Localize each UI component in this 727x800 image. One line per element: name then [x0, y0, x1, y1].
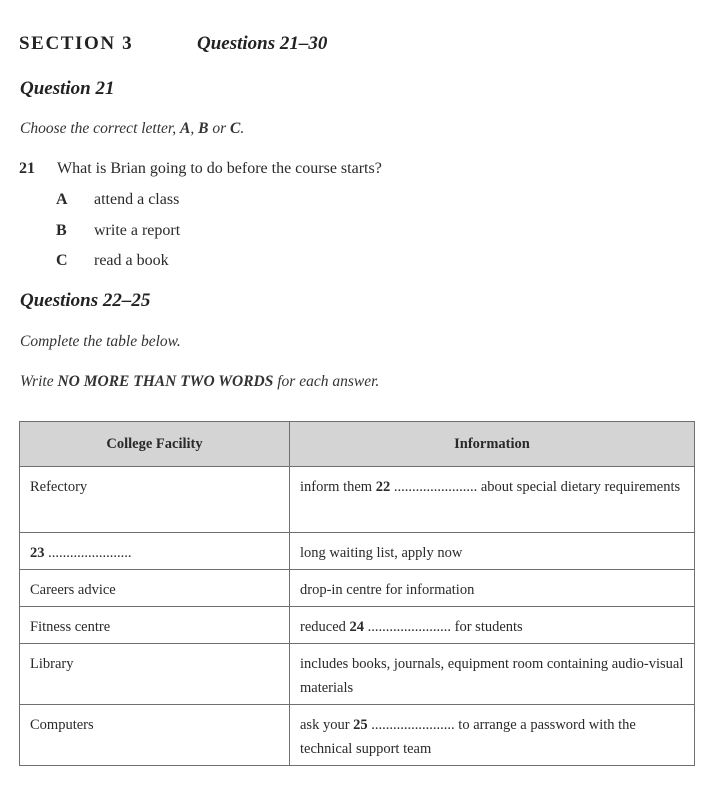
facility-cell [20, 533, 290, 570]
info-cell [290, 705, 695, 766]
table-row [20, 644, 695, 705]
section-question-range: Questions 21–30 [197, 33, 328, 54]
instruction-text: Choose the correct letter, [20, 120, 180, 137]
info-cell [290, 607, 695, 644]
info-text: long waiting list, apply now [300, 545, 463, 561]
table-row [20, 533, 695, 570]
option-b[interactable] [56, 222, 180, 240]
info-cell [290, 533, 695, 570]
info-text: ....................... about special dietary requirements [390, 479, 681, 495]
option-c[interactable] [56, 252, 169, 270]
option-text: read a book [94, 252, 169, 269]
table-row [20, 570, 695, 607]
instruction-text: Write [20, 373, 58, 390]
letter-c: C [229, 120, 241, 137]
letter-a: A [180, 120, 191, 137]
question-21 [19, 160, 382, 178]
separator: or [208, 120, 230, 137]
option-a[interactable] [56, 191, 179, 209]
section-title: SECTION 3 [19, 33, 134, 54]
info-text: inform them [300, 479, 376, 495]
info-text: includes books, journals, equipment room containing audio-visual materials [300, 656, 684, 696]
question-number: 21 [19, 160, 35, 177]
header-college-facility: College Facility [20, 422, 290, 467]
facility-blank: ....................... [44, 545, 132, 561]
instruction-text: for each answer. [273, 373, 380, 390]
facility-cell: Refectory [20, 467, 290, 533]
instruction-end: . [240, 120, 245, 137]
info-text: drop-in centre for information [300, 582, 475, 598]
info-cell [290, 467, 695, 533]
info-text: ask your [300, 717, 354, 733]
table-header-row [20, 422, 695, 467]
separator: , [190, 120, 199, 137]
header-information: Information [290, 422, 695, 467]
facility-cell: Library [20, 644, 290, 705]
question-21-heading: Question 21 [20, 78, 115, 99]
table-row [20, 705, 695, 766]
info-text: ....................... for students [364, 619, 523, 635]
option-letter: B [56, 222, 67, 239]
questions-22-25-heading: Questions 22–25 [20, 290, 151, 311]
info-text: ....................... to arrange a password with the technical support team [300, 717, 636, 757]
gap-number-24[interactable]: 24 [349, 619, 365, 635]
option-text: attend a class [94, 191, 180, 208]
gap-number-22[interactable]: 22 [375, 479, 391, 495]
info-cell [290, 570, 695, 607]
facility-cell: Fitness centre [20, 607, 290, 644]
table-instruction: Complete the table below. [20, 333, 181, 350]
option-letter: C [56, 252, 68, 269]
info-text: reduced [300, 619, 350, 635]
table-row [20, 467, 695, 533]
letter-b: B [198, 120, 209, 137]
gap-number-23[interactable]: 23 [30, 545, 45, 561]
question-21-instruction [20, 120, 244, 138]
word-limit: NO MORE THAN TWO WORDS [57, 373, 274, 390]
info-cell [290, 644, 695, 705]
option-text: write a report [94, 222, 181, 239]
question-text: What is Brian going to do before the course starts? [57, 160, 382, 177]
option-letter: A [56, 191, 68, 208]
gap-number-25[interactable]: 25 [353, 717, 368, 733]
facility-table [19, 421, 695, 766]
facility-cell: Computers [20, 705, 290, 766]
facility-cell: Careers advice [20, 570, 290, 607]
table-row [20, 607, 695, 644]
word-limit-instruction [20, 373, 379, 391]
